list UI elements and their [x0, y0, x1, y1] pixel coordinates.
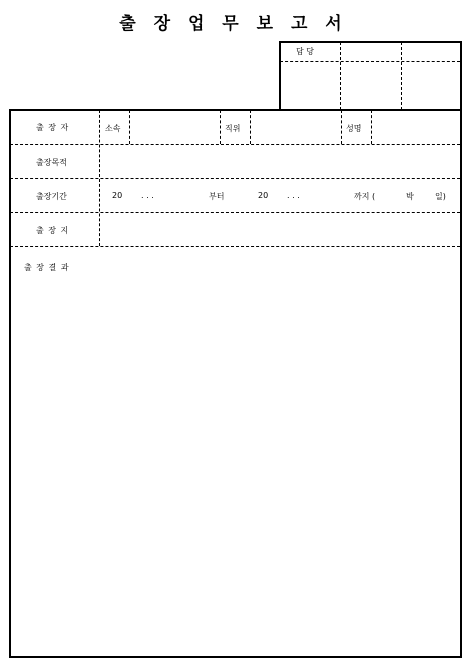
name-field[interactable]: [372, 111, 459, 143]
period-until-text: 까지 (: [354, 192, 376, 201]
destination-field[interactable]: [100, 213, 459, 245]
name-label: 성명: [346, 124, 362, 133]
approval-sign-cell-2[interactable]: [402, 42, 460, 60]
approval-stamp-cell-2[interactable]: [341, 62, 400, 109]
approval-stamp-cell-1[interactable]: [281, 62, 339, 109]
approval-stamp-cell-3[interactable]: [402, 62, 460, 109]
period-end-date[interactable]: . . .: [287, 191, 300, 200]
position-field[interactable]: [251, 111, 340, 143]
traveler-label: 출 장 자: [36, 123, 70, 132]
affiliation-label: 소속: [105, 124, 121, 133]
period-start-date[interactable]: . . .: [141, 191, 154, 200]
result-label: 출 장 결 과: [24, 263, 70, 272]
position-label: 직위: [225, 124, 241, 133]
period-end-year[interactable]: 20: [258, 191, 269, 200]
period-from-text: 부터: [209, 192, 225, 201]
result-field[interactable]: [12, 276, 458, 654]
affiliation-field[interactable]: [130, 111, 219, 143]
period-nights-text: 박: [406, 192, 414, 201]
destination-label: 출 장 지: [36, 226, 70, 235]
period-days-text: 일): [435, 192, 446, 201]
purpose-label: 출장목적: [36, 158, 67, 167]
purpose-field[interactable]: [100, 145, 459, 177]
approval-sign-cell-1[interactable]: [341, 42, 400, 60]
document-title: 출 장 업 무 보 고 서: [119, 14, 348, 34]
period-start-year[interactable]: 20: [112, 191, 123, 200]
approval-label: 담 당: [296, 47, 314, 56]
period-label: 출장기간: [36, 192, 67, 201]
